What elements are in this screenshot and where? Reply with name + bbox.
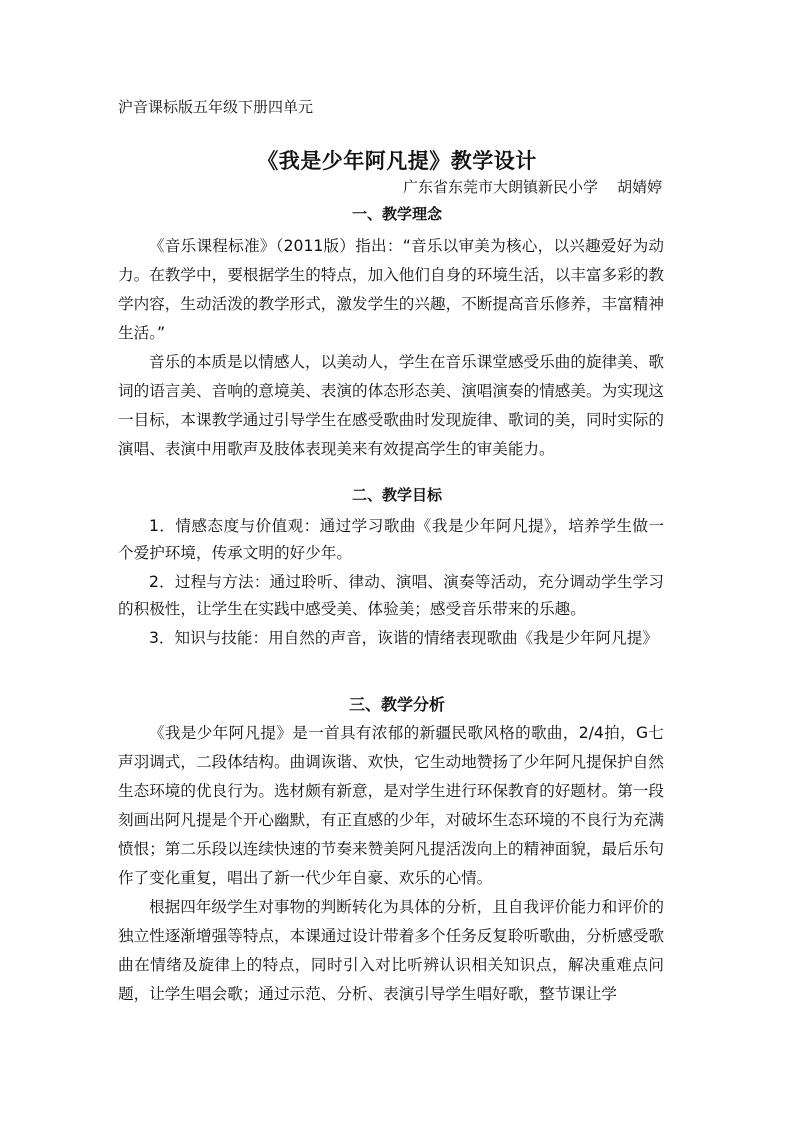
section-heading-analysis: 三、教学分析 <box>348 695 445 714</box>
paragraph: 《音乐课程标准》（2011版）指出：“音乐以审美为核心，以兴趣爱好为动力。在教学中，要根据学生的特点，加入他们自身的环境生活，以丰富多彩的教学内容，生动活泼的教学形式，激发学生的兴趣，不断提高音乐修养，丰富精神生活。” <box>118 237 664 342</box>
paragraph: 2．过程与方法：通过聆听、律动、演唱、演奏等活动，充分调动学生学习的积极性，让学生在实践中感受美、体验美；感受音乐带来的乐趣。 <box>118 573 664 618</box>
paragraph: 《我是少年阿凡提》是一首具有浓郁的新疆民歌风格的歌曲，2/4拍，G七声羽调式，二段体结构。曲调诙谐、欢快，它生动地赞扬了少年阿凡提保护自然生态环境的优良行为。选材颇有新意，是对学生进行环保教育的好题材。第一段刻画出阿凡提是个开心幽默，有正直感的少年，对破坏生态环境的不良行为充满愤恨；第二乐段以连续快速的节奏来赞美阿凡提活泼向上的精神面貌，最后乐句作了变化重复，唱出了新一代少年自豪、欢乐的心情。 <box>118 724 664 887</box>
section-heading-philosophy: 一、教学理念 <box>351 205 442 223</box>
author-line: 广东省东莞市大朗镇新民小学 胡婧婷 <box>403 178 663 196</box>
paragraph: 根据四年级学生对事物的判断转化为具体的分析，且自我评价能力和评价的独立性逐渐增强等特点，本课通过设计带着多个任务反复聆听歌曲，分析感受歌曲在情绪及旋律上的特点，同时引入对比听辨认识相关知识点，解决重难点问题，让学生唱会歌；通过示范、分析、表演引导学生唱好歌，整节课让学 <box>118 898 664 1003</box>
unit-label: 沪音课标版五年级下册四单元 <box>118 98 314 116</box>
paragraph: 1．情感态度与价值观：通过学习歌曲《我是少年阿凡提》，培养学生做一个爱护环境，传承文明的好少年。 <box>118 517 664 562</box>
section-heading-objectives: 二、教学目标 <box>351 486 442 504</box>
paragraph: 3．知识与技能：用自然的声音，诙谐的情绪表现歌曲《我是少年阿凡提》 <box>149 629 658 647</box>
document-title: 《我是少年阿凡提》教学设计 <box>257 149 537 173</box>
paragraph: 音乐的本质是以情感人，以美动人，学生在音乐课堂感受乐曲的旋律美、歌词的语言美、音响的意境美、表演的体态形态美、演唱演奏的情感美。为实现这一目标，本课教学通过引导学生在感受歌曲时发现旋律、歌词的美，同时实际的演唱、表演中用歌声及肢体表现美来有效提高学生的审美能力。 <box>118 353 664 458</box>
